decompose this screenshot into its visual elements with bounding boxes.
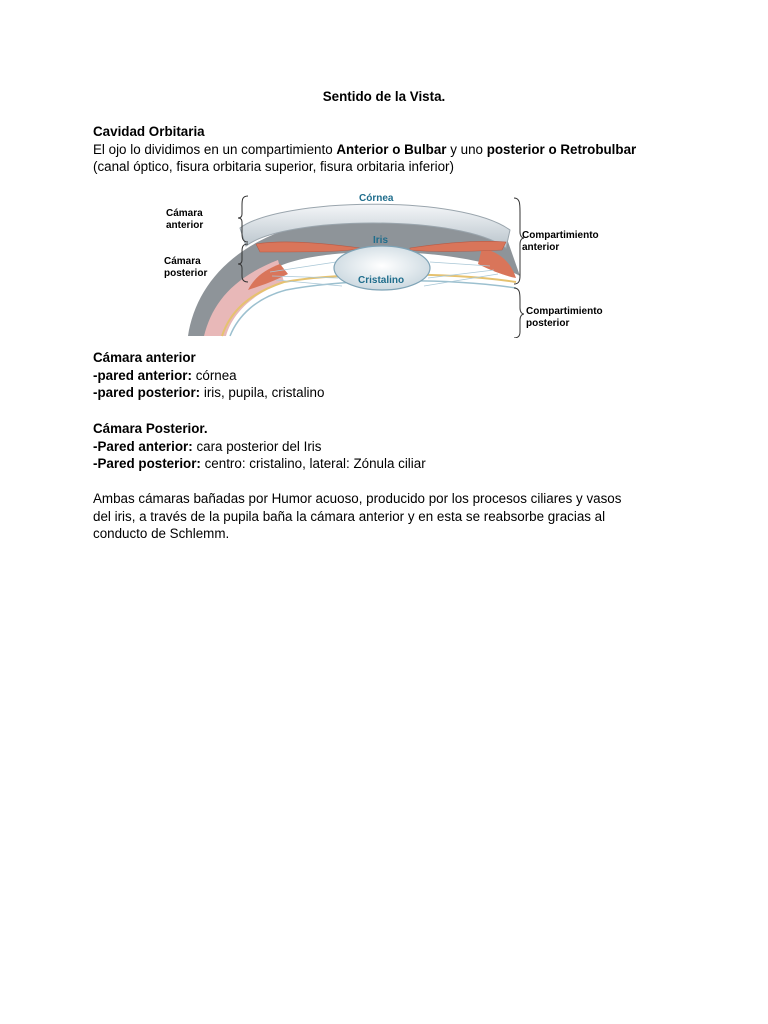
wall-label: -pared anterior: <box>93 367 192 383</box>
eye-diagram <box>160 186 622 338</box>
label-cristalino: Cristalino <box>358 275 405 286</box>
section-camara-anterior <box>93 349 683 402</box>
wall-value: iris, pupila, cristalino <box>200 385 325 401</box>
brace-compartimiento-posterior <box>514 288 524 338</box>
section-heading: Cámara anterior <box>93 350 196 365</box>
wall-line <box>93 438 683 456</box>
paragraph-line: del iris, a través de la pupila baña la cámara anterior y en esta se reabsorbe gracias al <box>93 508 606 524</box>
paragraph-line: conducto de Schlemm. <box>93 526 230 542</box>
wall-value: córnea <box>191 367 237 383</box>
page-title: Sentido de la Vista. <box>322 89 446 104</box>
label-comp-anterior-2: anterior <box>522 242 560 253</box>
wall-line <box>93 455 683 473</box>
section-humor-acuoso <box>93 490 683 543</box>
label-camara-posterior-1: Cámara <box>164 256 201 267</box>
wall-line <box>93 367 683 385</box>
section-heading: Cavidad Orbitaria <box>93 124 205 139</box>
label-camara-anterior-2: anterior <box>166 220 204 231</box>
label-iris: Iris <box>373 235 389 246</box>
label-comp-posterior-2: posterior <box>526 318 570 329</box>
wall-line <box>93 384 683 402</box>
label-camara-posterior-2: posterior <box>164 268 208 279</box>
wall-value: cara posterior del Iris <box>192 438 322 454</box>
label-cornea: Córnea <box>359 193 394 204</box>
bold-term-anterior: Anterior o Bulbar <box>336 141 447 157</box>
paragraph-line <box>93 141 683 159</box>
label-comp-anterior-1: Compartimiento <box>522 230 599 241</box>
text-run: y uno <box>446 141 487 157</box>
wall-value: centro: cristalino, lateral: Zónula ciliar <box>200 456 426 472</box>
text-run: El ojo lo dividimos en un compartimiento <box>93 141 337 157</box>
wall-label: -Pared posterior: <box>93 456 201 472</box>
section-heading: Cámara Posterior. <box>93 421 208 436</box>
eye-anatomy-figure <box>160 186 622 338</box>
label-camara-anterior-1: Cámara <box>166 208 203 219</box>
section-camara-posterior <box>93 420 683 473</box>
bold-term-posterior: posterior o Retrobulbar <box>486 141 637 157</box>
paragraph-line: Ambas cámaras bañadas por Humor acuoso, producido por los procesos ciliares y vasos <box>93 491 622 506</box>
wall-label: -Pared anterior: <box>93 438 193 454</box>
paragraph-line: (canal óptico, fisura orbitaria superior, fisura orbitaria inferior) <box>93 159 454 175</box>
label-comp-posterior-1: Compartimiento <box>526 306 603 317</box>
wall-label: -pared posterior: <box>93 385 201 401</box>
section-cavidad-orbitaria <box>93 123 683 176</box>
